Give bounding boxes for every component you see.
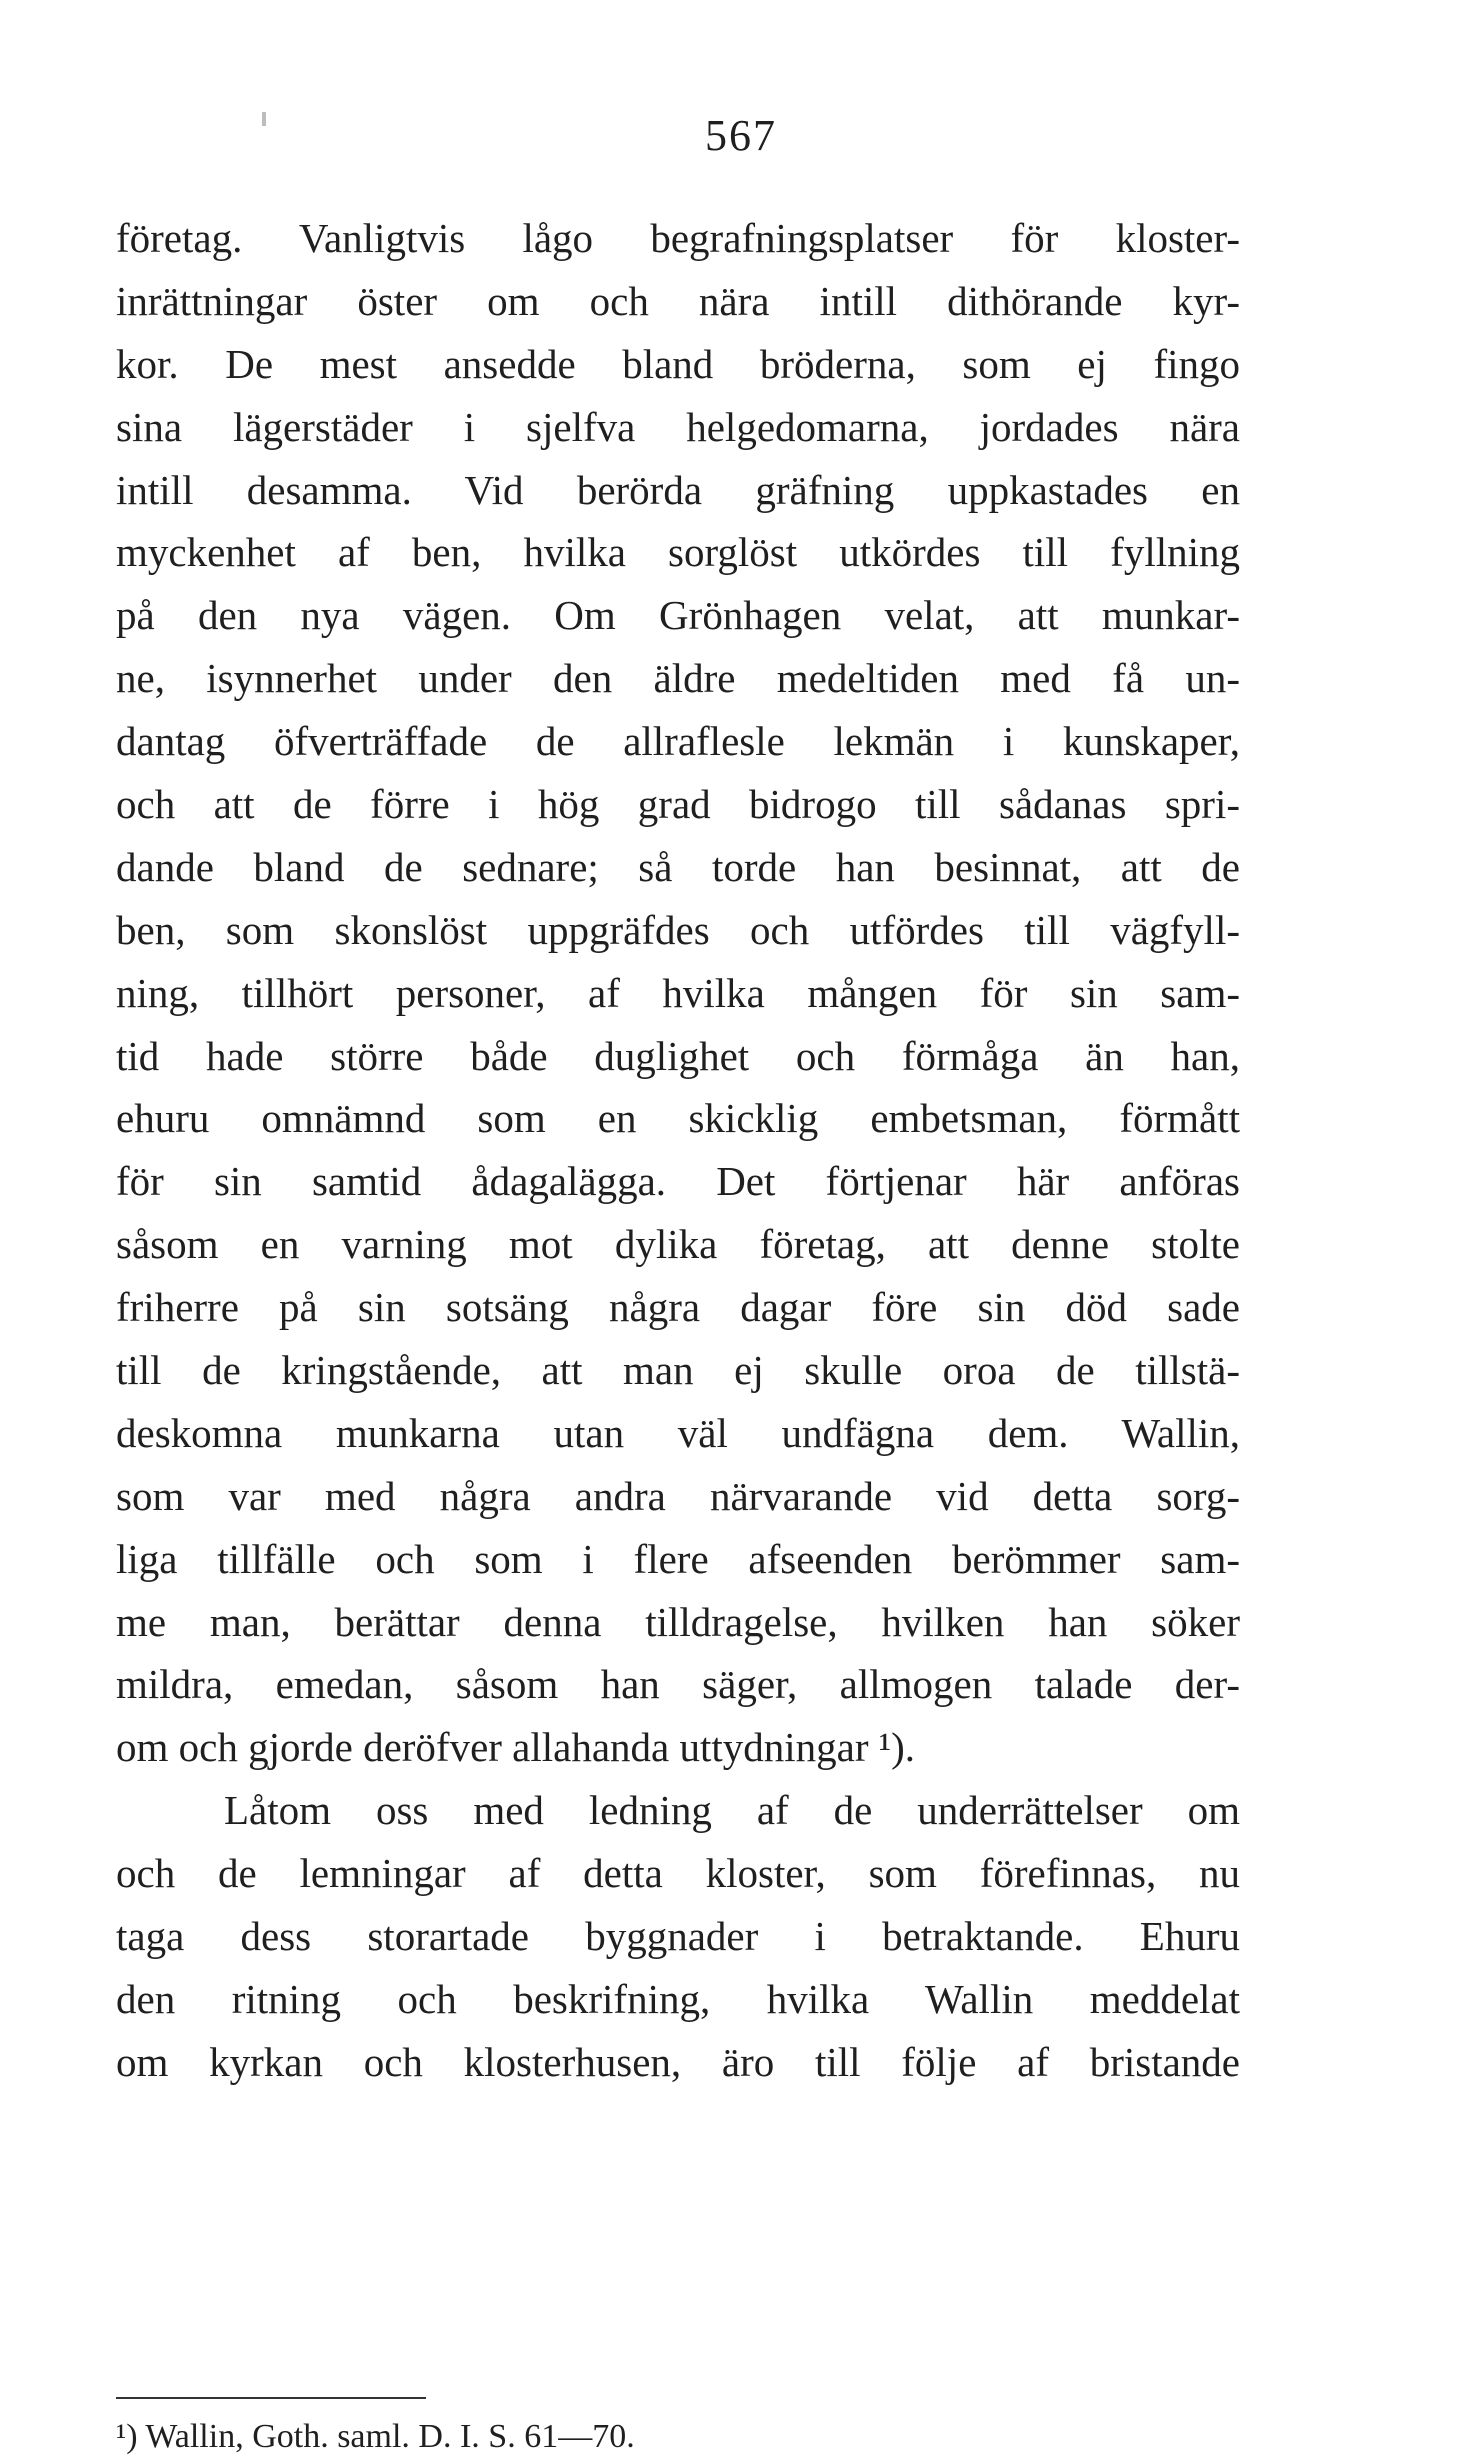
text-line: me man, berättar denna tilldragelse, hvilken han söker bbox=[116, 1598, 1240, 1645]
text-line: och de lemningar af detta kloster, som förefinnas, nu bbox=[116, 1850, 1240, 1897]
text-line: deskomna munkarna utan väl undfägna dem. Wallin, bbox=[116, 1409, 1240, 1456]
text-line: företag. Vanligtvis lågo begrafningsplatser för kloster- bbox=[116, 215, 1240, 261]
body-text bbox=[116, 207, 1240, 2094]
text-line: dande bland de sednare; så torde han besinnat, att de bbox=[116, 843, 1240, 890]
text-line: myckenhet af ben, hvilka sorglöst utkördes till fyllning bbox=[116, 529, 1240, 576]
footnote-divider bbox=[116, 2397, 426, 2399]
text-line: den ritning och beskrifning, hvilka Wallin meddelat bbox=[116, 1975, 1240, 2022]
text-line: ne, isynnerhet under den äldre medeltiden med få un- bbox=[116, 655, 1240, 702]
text-line: och att de förre i hög grad bidrogo till sådanas spri- bbox=[116, 781, 1240, 828]
footnote-text: Wallin, Goth. saml. D. I. S. 61—70. bbox=[145, 2418, 635, 2455]
text-line: liga tillfälle och som i flere afseenden berömmer sam- bbox=[116, 1535, 1240, 1582]
page-number: 567 bbox=[705, 111, 777, 160]
text-line: intill desamma. Vid berörda gräfning uppkastades en bbox=[116, 466, 1240, 513]
text-line: för sin samtid ådagalägga. Det förtjenar här anföras bbox=[116, 1158, 1240, 1205]
text-line: inrättningar öster om och nära intill dithörande kyr- bbox=[116, 277, 1240, 324]
text-line: ehuru omnämnd som en skicklig embetsman, förmått bbox=[116, 1095, 1240, 1142]
text-line: ning, tillhört personer, af hvilka mången för sin sam- bbox=[116, 969, 1240, 1016]
text-line: på den nya vägen. Om Grönhagen velat, att munkar- bbox=[116, 592, 1240, 639]
text-line: dantag öfverträffade de allraflesle lekmän i kunskaper, bbox=[116, 718, 1240, 765]
text-line: sina lägerstäder i sjelfva helgedomarna, jordades nära bbox=[116, 403, 1240, 450]
footnote bbox=[116, 2418, 635, 2456]
text-line: kor. De mest ansedde bland bröderna, som ej fingo bbox=[116, 340, 1240, 387]
text-line: som var med några andra närvarande vid detta sorg- bbox=[116, 1472, 1240, 1519]
footnote-marker: ¹) bbox=[116, 2418, 138, 2455]
text-line: friherre på sin sotsäng några dagar före sin död sade bbox=[116, 1284, 1240, 1331]
paragraph-end-line: om och gjorde deröfver allahanda uttydningar ¹). bbox=[116, 1724, 915, 1771]
text-line: såsom en varning mot dylika företag, att denne stolte bbox=[116, 1221, 1240, 1268]
paragraph-start-line: Låtom oss med ledning af de underrättelser om bbox=[224, 1787, 1240, 1834]
text-line: ben, som skonslöst uppgräfdes och utfördes till vägfyll- bbox=[116, 906, 1240, 953]
text-line: taga dess storartade byggnader i betraktande. Ehuru bbox=[116, 1913, 1240, 1960]
text-line: tid hade större både duglighet och förmåga än han, bbox=[116, 1032, 1240, 1079]
text-line: om kyrkan och klosterhusen, äro till följe af bristande bbox=[116, 2038, 1240, 2085]
text-line: mildra, emedan, såsom han säger, allmogen talade der- bbox=[116, 1661, 1240, 1708]
text-line: till de kringstående, att man ej skulle oroa de tillstä- bbox=[116, 1347, 1240, 1394]
